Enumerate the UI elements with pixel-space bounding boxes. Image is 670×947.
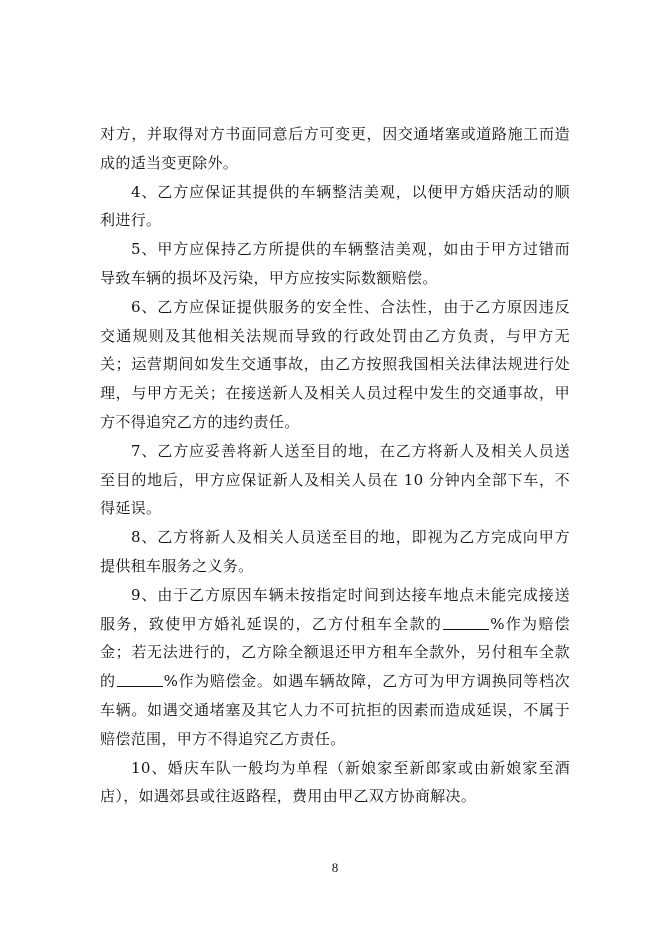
contract-body xyxy=(100,120,570,811)
clause-9-part-3: %作为赔偿金。如遇车辆故障，乙方可为甲方调换同等档次车辆。如遇交通堵塞及其它人力不可抗拒的因素而造成延误，不属于赔偿范围，甲方不得追究乙方责任。 xyxy=(100,672,570,748)
page-number: 8 xyxy=(331,860,339,875)
clause-5: 5、甲方应保持乙方所提供的车辆整洁美观，如由于甲方过错而导致车辆的损坏及污染，甲方应按实际数额赔偿。 xyxy=(100,240,570,287)
clause-8: 8、乙方将新人及相关人员送至目的地，即视为乙方完成向甲方提供租车服务之义务。 xyxy=(100,528,570,575)
clause-10: 10、婚庆车队一般均为单程（新娘家至新郎家或由新娘家至酒店），如遇郊县或往返路程，费用由甲乙双方协商解决。 xyxy=(100,758,570,806)
clause-9-part-1: 9、由于乙方原因车辆未按指定时间到达接车地点未能完成接送服务，致使甲方婚礼延误的，乙方付租车全款的 xyxy=(100,585,570,633)
clause-4: 4、乙方应保证其提供的车辆整洁美观，以便甲方婚庆活动的顺利进行。 xyxy=(100,182,570,230)
clause-9 xyxy=(100,581,570,754)
paragraph-continuation: 对方，并取得对方书面同意后方可变更，因交通堵塞或道路施工而造成的适当变更除外。 xyxy=(100,125,570,172)
clause-7: 7、乙方应妥善将新人送至目的地，在乙方将新人及相关人员送至目的地后，甲方应保证新人及相关人员在 10 分钟内全部下车，不得延误。 xyxy=(100,441,570,518)
clause-9-part-2: %作为赔偿金；若无法进行的，乙方除全额退还甲方租车全款外，另付租车全款的 xyxy=(100,614,570,691)
clause-6: 6、乙方应保证提供服务的安全性、合法性，由于乙方原因违反交通规则及其他相关法规而导致的行政处罚由乙方负责，与甲方无关；运营期间如发生交通事故，由乙方按照我国相关法律法规进行处理，与甲方无关；在接送新人及相关人员过程中发生的交通事故，甲方不得追究乙方的违约责任。 xyxy=(100,297,570,431)
blank-field-compensation-percent-1 xyxy=(443,614,489,630)
blank-field-compensation-percent-2 xyxy=(117,671,163,687)
